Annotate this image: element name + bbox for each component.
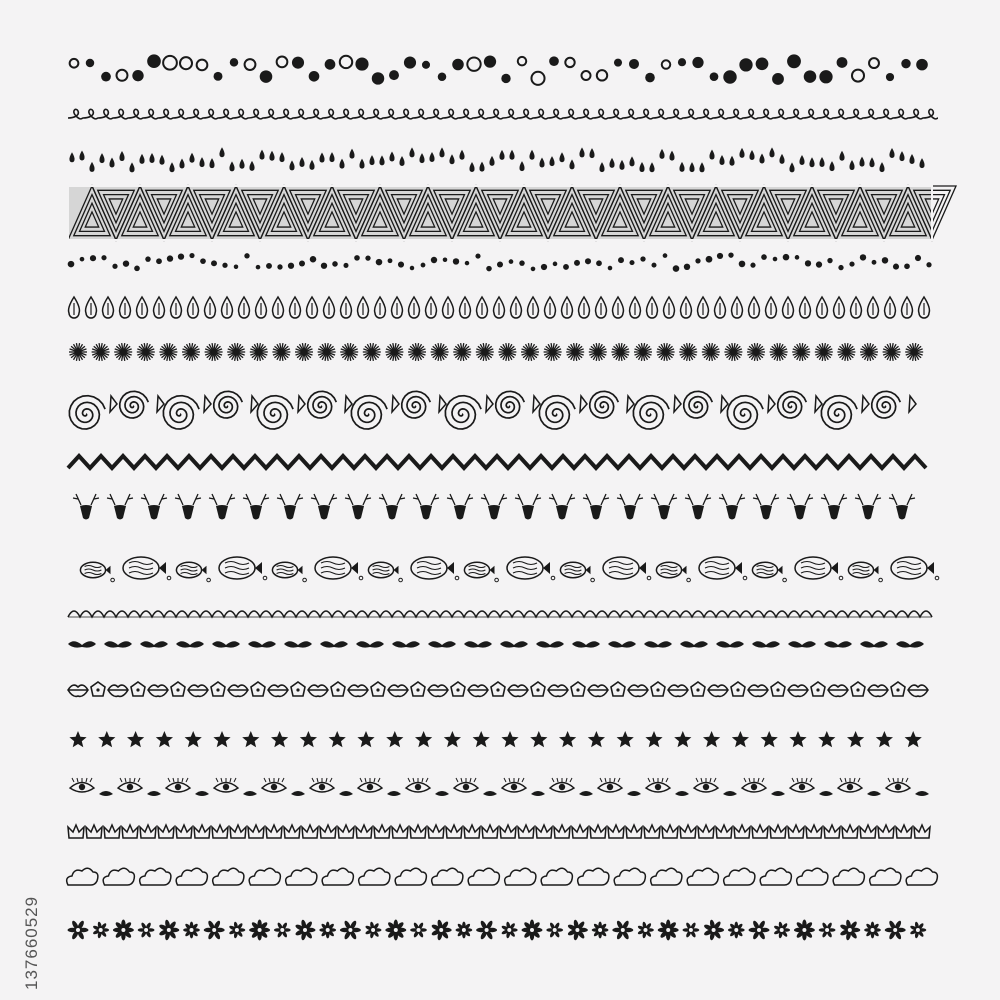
stock-id-text: 137660529 (22, 895, 41, 990)
border-fish (80, 557, 938, 582)
border-daisies (68, 919, 927, 940)
border-loops (68, 109, 938, 119)
border-zigzag (68, 456, 926, 468)
border-crowns (68, 825, 930, 838)
border-dandelions (69, 343, 923, 361)
border-blots (70, 54, 928, 84)
border-dots (68, 253, 932, 272)
border-leaf-drops (69, 297, 930, 318)
border-raindrops (69, 147, 924, 172)
border-mustaches (68, 641, 924, 647)
border-deer-heads (73, 494, 915, 520)
border-scallops (68, 611, 932, 617)
border-lips-and-flowers (68, 682, 928, 696)
border-triangle-mosaic (68, 186, 956, 240)
border-clouds (67, 868, 938, 885)
border-eyes (70, 778, 929, 796)
border-stars (69, 731, 921, 747)
border-spiral-roses (69, 391, 916, 429)
